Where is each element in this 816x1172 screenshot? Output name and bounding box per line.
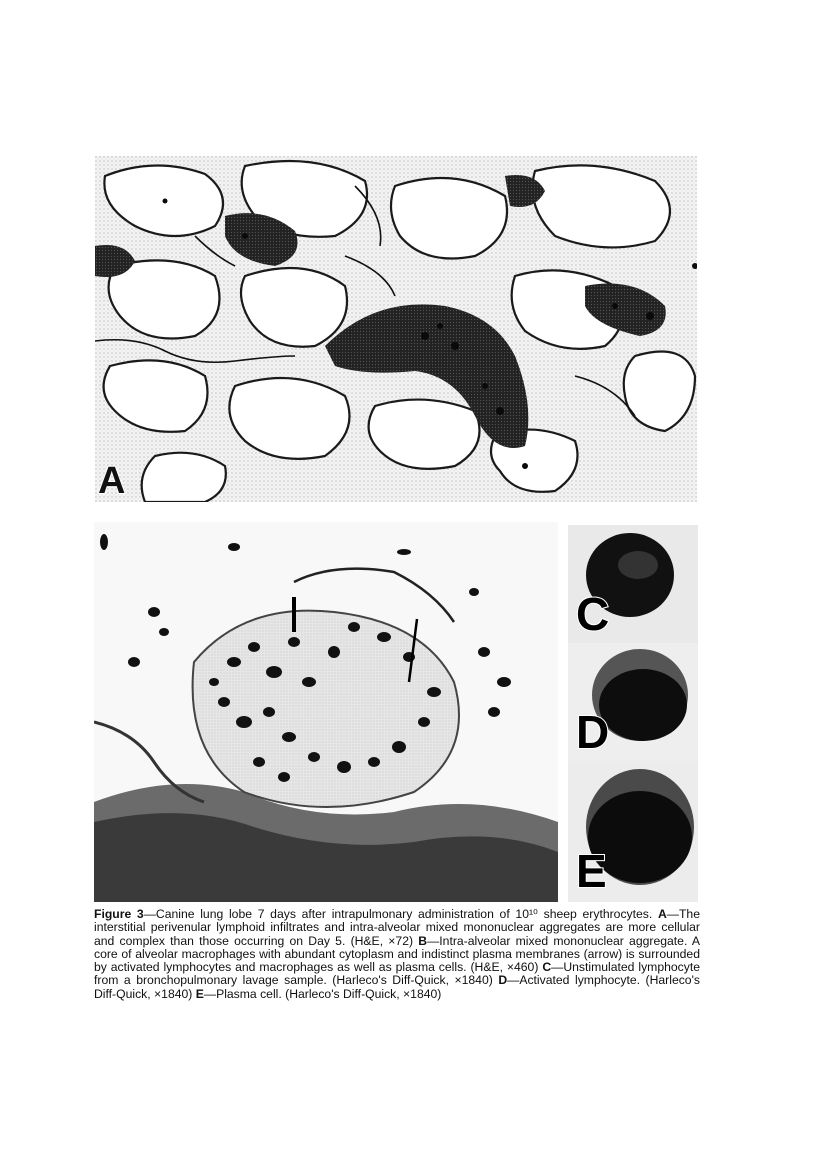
caption-text-e: Plasma cell. (Harleco's Diff-Quick, ×1840) [216, 986, 442, 1001]
panel-e-label: E [576, 845, 607, 897]
panel-d-activated-lymphocyte [568, 643, 698, 761]
panel-a-lung-micrograph [95, 156, 697, 502]
caption-ref-a: A [657, 907, 667, 921]
caption-text-b: Intra-alveolar mixed mononuclear aggregate. A core of alveolar macrophages with abundant cytoplasm and indistinct plasma membranes (arrow) is surrounded by activated lymphocytes and macrophages as well as plasma cells. (H&E, ×460) [94, 933, 701, 975]
figure-intro: Canine lung lobe 7 days after intrapulmonary administration of 10¹⁰ sheep erythrocytes. [155, 907, 653, 921]
figure-label: Figure 3 [94, 907, 144, 921]
panel-b-aggregate-micrograph [94, 522, 558, 902]
caption-ref-e: E [195, 986, 204, 1001]
panel-d-label: D [576, 706, 610, 758]
caption-text-c: Unstimulated lymphocyte from a bronchopulmonary lavage sample. (Harleco's Diff-Quick, ×1840) [94, 960, 701, 988]
panel-c-lymphocyte [568, 525, 698, 643]
panel-e-plasma-cell [568, 761, 698, 902]
panel-a-label: A [98, 460, 126, 502]
panel-b-image [94, 522, 558, 902]
panel-a-image [95, 156, 697, 502]
caption-ref-d: D [498, 973, 508, 988]
caption-ref-c: C [542, 960, 552, 975]
figure-dash: — [143, 907, 156, 921]
panel-c-label: C [576, 588, 610, 640]
caption-ref-b: B [418, 933, 428, 948]
caption-text-d: Activated lymphocyte. (Harleco's Diff-Quick, ×1840) [94, 973, 701, 1001]
figure-caption: Figure 3—Canine lung lobe 7 days after intrapulmonary administration of 10¹⁰ sheep erythrocytes. A—The interstitial perivenular lymphoid infiltrates and intra-alveolar mixed mononuclear aggregates are more cellular and complex than those occurring on Day 5. (H&E, ×72) B—Intra-alveolar mixed mononuclear aggregate. A core of alveolar macrophages with abundant cytoplasm and indistinct plasma membranes (arrow) is surrounded by activated lymphocytes and macrophages as well as plasma cells. (H&E, ×460) C—Unstimulated lymphocyte from a bronchopulmonary lavage sample. (Harleco's Diff-Quick, ×1840) D—Activated lymphocyte. (Harleco's Diff-Quick, ×1840) E—Plasma cell. (Harleco's Diff-Quick, ×1840) [94, 907, 701, 1001]
caption-text-a: The interstitial perivenular lymphoid infiltrates and intra-alveolar mixed mononuclear aggregates are more cellular and complex than those occurring on Day 5. (H&E, ×72) [94, 907, 700, 948]
